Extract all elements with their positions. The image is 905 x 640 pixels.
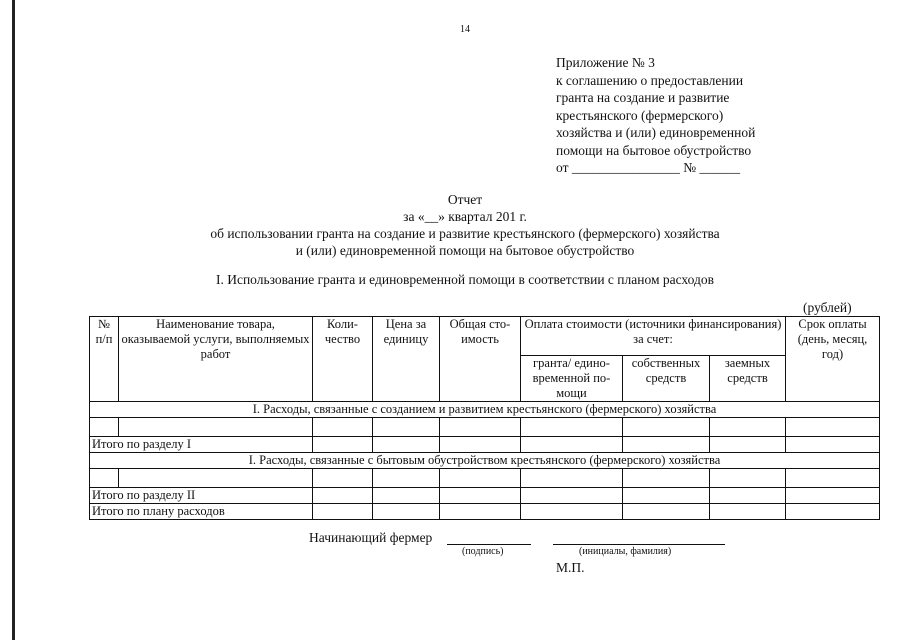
header-num: № п/п: [90, 317, 119, 402]
cell: [373, 488, 440, 504]
cell: [786, 437, 880, 453]
cell: [440, 488, 521, 504]
cell: [521, 418, 623, 437]
cell: [786, 504, 880, 520]
cell: [119, 469, 313, 488]
report-period: за «__» квартал 201 г.: [403, 209, 527, 224]
cell: [623, 437, 710, 453]
cell: [90, 469, 119, 488]
cell: [440, 469, 521, 488]
cell: [313, 437, 373, 453]
cell: [710, 504, 786, 520]
plan-total-label: Итого по плану расходов: [90, 504, 313, 520]
appendix-line-date-number: от ________________ № ______: [556, 160, 740, 175]
cell: [373, 437, 440, 453]
cell: [90, 418, 119, 437]
cell: [521, 504, 623, 520]
header-quantity: Коли-чество: [313, 317, 373, 402]
cell: [710, 418, 786, 437]
cell: [786, 469, 880, 488]
appendix-line: хозяйства и (или) единовременной: [556, 125, 756, 140]
cell: [623, 418, 710, 437]
cell: [440, 504, 521, 520]
cell: [373, 418, 440, 437]
header-grant: гранта/ едино-временной по-мощи: [521, 356, 623, 402]
cell: [623, 488, 710, 504]
section2-title: I. Расходы, связанные с бытовым обустройством крестьянского (фермерского) хозяйства: [90, 453, 880, 469]
report-subtitle-line2: и (или) единовременной помощи на бытовое обустройство: [295, 243, 635, 258]
expense-table: [89, 316, 880, 520]
appendix-line: Приложение № 3: [556, 55, 655, 70]
section1-total-label: Итого по разделу I: [90, 437, 313, 453]
header-unit-price: Цена за единицу: [373, 317, 440, 402]
report-subtitle-line1: об использовании гранта на создание и развитие крестьянского (фермерского) хозяйства: [210, 226, 720, 241]
signature-line: [447, 544, 531, 545]
section1-title: I. Расходы, связанные с созданием и развитием крестьянского (фермерского) хозяйства: [90, 402, 880, 418]
cell: [440, 418, 521, 437]
cell: [373, 504, 440, 520]
cell: [710, 488, 786, 504]
cell: [373, 469, 440, 488]
cell: [313, 418, 373, 437]
header-own-funds: собственных средств: [623, 356, 710, 402]
name-line: [553, 544, 725, 545]
appendix-line: помощи на бытовое обустройство: [556, 142, 752, 158]
cell: [521, 437, 623, 453]
header-total-cost: Общая сто-имость: [440, 317, 521, 402]
cell: [313, 488, 373, 504]
cell: [521, 469, 623, 488]
page-number: 14: [460, 24, 470, 35]
currency-unit: (рублей): [803, 300, 852, 315]
table-row: [90, 437, 880, 453]
table-row: [90, 469, 880, 488]
stamp-place: М.П.: [556, 560, 585, 575]
cell: [119, 418, 313, 437]
table-row: [90, 488, 880, 504]
cell: [786, 488, 880, 504]
section-heading: I. Использование гранта и единовременной помощи в соответствии с планом расходов: [215, 272, 715, 287]
report-title: Отчет: [447, 192, 483, 207]
appendix-block: [556, 54, 755, 177]
header-item-name: Наименование товара, оказываемой услуги, выполняемых работ: [119, 317, 313, 402]
cell: [623, 504, 710, 520]
farmer-label: Начинающий фермер: [309, 530, 433, 545]
signature-caption: (подпись): [462, 546, 504, 557]
cell: [710, 437, 786, 453]
table-row: [90, 418, 880, 437]
page-edge-bar: [12, 0, 15, 640]
cell: [313, 504, 373, 520]
name-caption: (инициалы, фамилия): [579, 546, 672, 557]
header-loan-funds: заемных средств: [710, 356, 786, 402]
cell: [521, 488, 623, 504]
cell: [623, 469, 710, 488]
appendix-line: к соглашению о предоставлении: [556, 72, 744, 88]
header-payment-sources: Оплата стоимости (источники финансирования) за счет:: [521, 317, 786, 356]
cell: [313, 469, 373, 488]
cell: [786, 418, 880, 437]
cell: [710, 469, 786, 488]
section2-total-label: Итого по разделу II: [90, 488, 313, 504]
table-row: [90, 504, 880, 520]
header-payment-term: Срок оплаты (день, месяц, год): [786, 317, 880, 402]
cell: [440, 437, 521, 453]
appendix-line: крестьянского (фермерского): [556, 107, 724, 123]
appendix-line: гранта на создание и развитие: [556, 90, 730, 105]
